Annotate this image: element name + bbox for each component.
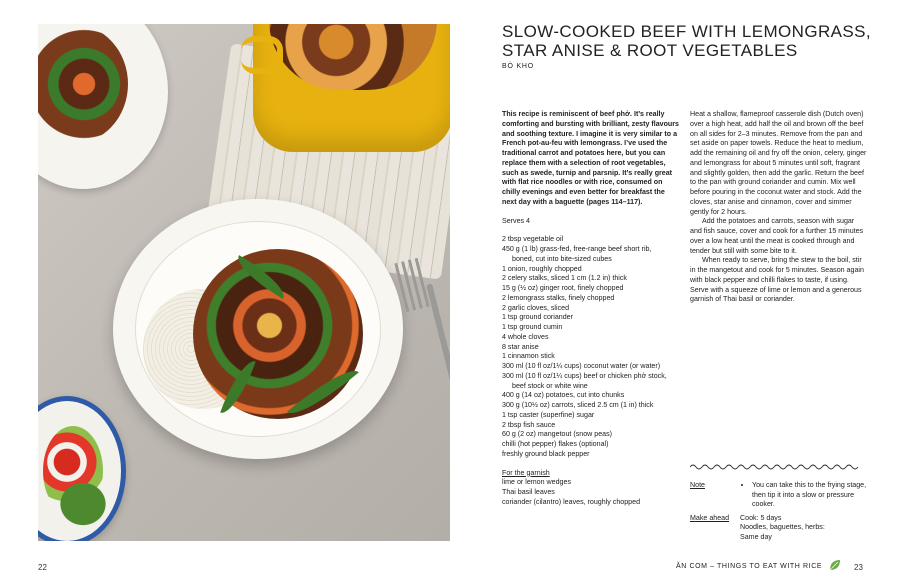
dish-photograph <box>38 24 450 541</box>
make-ahead-row <box>690 514 870 543</box>
ingredient: 8 star anise <box>502 342 539 351</box>
garnish-heading: For the garnish <box>502 468 550 477</box>
ingredient: boned, cut into bite-sized cubes <box>512 254 612 263</box>
wave-divider <box>690 463 862 471</box>
pot-handle <box>241 36 283 74</box>
ingredient: 1 tsp ground coriander <box>502 313 573 322</box>
ingredient: 300 ml (10 fl oz/1¼ cups) beef or chicken phở stock, <box>502 371 667 380</box>
notes-section <box>690 481 870 546</box>
garnish-list <box>502 469 680 508</box>
main-plate <box>113 199 403 459</box>
ingredient: 2 celery stalks, sliced 1 cm (1.2 in) thick <box>502 274 627 283</box>
ingredient: 15 g (½ oz) ginger root, finely chopped <box>502 284 624 292</box>
beef-stew <box>193 249 363 419</box>
ingredient: 2 lemongrass stalks, finely chopped <box>502 293 615 302</box>
side-plate <box>38 24 168 189</box>
make-ahead-label: Make ahead <box>690 513 730 522</box>
ingredient: chilli (hot pepper) flakes (optional) <box>502 440 609 448</box>
ingredient: freshly ground black pepper <box>502 449 590 458</box>
page-number-right: 23 <box>854 563 863 572</box>
ingredient: 2 tbsp vegetable oil <box>502 235 564 244</box>
method-step: When ready to serve, bring the stew to the boil, stir in the mangetout and cook for 5 minutes. Season again with black pepper and chilli flakes to taste, if using. Serve with a squeeze of lime or lemon and a generous garnish of Thai basil or coriander. <box>690 256 864 304</box>
ingredient: 4 whole cloves <box>502 332 549 341</box>
recipe-title: SLOW-COOKED BEEF WITH LEMONGRASS, STAR ANISE & ROOT VEGETABLES <box>502 22 871 60</box>
make-ahead-item: Same day <box>740 532 772 541</box>
garnish-item: lime or lemon wedges <box>502 478 571 487</box>
leaf-icon <box>828 558 842 572</box>
ingredient: 400 g (14 oz) potatoes, cut into chunks <box>502 391 625 400</box>
make-ahead-item: Noodles, baguettes, herbs: <box>740 523 825 531</box>
ingredients-column <box>502 110 680 508</box>
ingredient: 300 g (10½ oz) carrots, sliced 2.5 cm (1 in) thick <box>502 401 654 409</box>
page-number-left: 22 <box>38 563 47 572</box>
ingredient: 1 onion, roughly chopped <box>502 264 582 273</box>
ingredient: 300 ml (10 fl oz/1¼ cups) coconut water (or water) <box>502 362 661 370</box>
ingredient: 60 g (2 oz) mangetout (snow peas) <box>502 430 613 439</box>
note-text: • You can take this to the frying stage, then tip it into a slow or pressure cooker. <box>752 481 870 510</box>
running-footer: ĂN COM – THINGS TO EAT WITH RICE <box>676 563 823 570</box>
garnish-item: Thai basil leaves <box>502 488 555 496</box>
recipe-intro: This recipe is reminiscent of beef phở. It’s really comforting and bursting with brilliant, zesty flavours and soothing texture. I imagine it is very similar to a French pot-au-feu with lemongrass. I’ve used the traditional carrot and potatoes here, but you can replace them with a selection of root vegetables, such as swede, turnip and parsnip. It’s really great with flat rice noodles or with rice, consumed on chilly evenings and even better for breakfast the next day with a baguette (pages 114–117). <box>502 110 679 206</box>
right-page <box>450 0 900 587</box>
make-ahead-item: Cook: 5 days <box>740 513 782 522</box>
ingredient: 1 tsp ground cumin <box>502 323 563 331</box>
serves: Serves 4 <box>502 216 530 225</box>
ingredient: 2 tbsp fish sauce <box>502 420 556 429</box>
method-column <box>690 110 868 305</box>
herb-sprig <box>38 462 128 532</box>
ingredients-list <box>502 235 680 459</box>
ingredient: 450 g (1 lb) grass-fed, free-range beef short rib, <box>502 245 652 253</box>
ingredient: 2 garlic cloves, sliced <box>502 303 570 312</box>
note-label: Note <box>690 481 705 489</box>
garnish-item: coriander (cilantro) leaves, roughly chopped <box>502 497 641 506</box>
fork <box>426 283 450 541</box>
ingredient: beef stock or white wine <box>512 381 588 390</box>
recipe-subtitle: BÒ KHO <box>502 63 535 70</box>
note-row <box>690 481 870 510</box>
method-step: Add the potatoes and carrots, season with sugar and fish sauce, cover and cook for a further 15 minutes over a low heat until the meat is cooked through and tender but still with some bite to it. <box>690 217 864 255</box>
method-step: Heat a shallow, flameproof casserole dish (Dutch oven) over a high heat, add half the oil and brown off the beef on all sides for 2–3 minutes. Remove from the pan and set aside on paper towels. Reduce the heat to medium, add the remaining oil and fry off the onion, celery, ginger and lemongrass for about 5 minutes until soft, fragrant and slightly golden, then add the garlic. Return the beef to the pan with ground coriander and cumin. Mix well before pouring in the coconut water and stock. Add the cloves, star anise and cinnamon, cover and simmer gently for 2 hours. <box>690 110 867 216</box>
ingredient: 1 tsp caster (superfine) sugar <box>502 410 595 419</box>
yellow-casserole-pot <box>253 24 450 152</box>
ingredient: 1 cinnamon stick <box>502 352 555 361</box>
